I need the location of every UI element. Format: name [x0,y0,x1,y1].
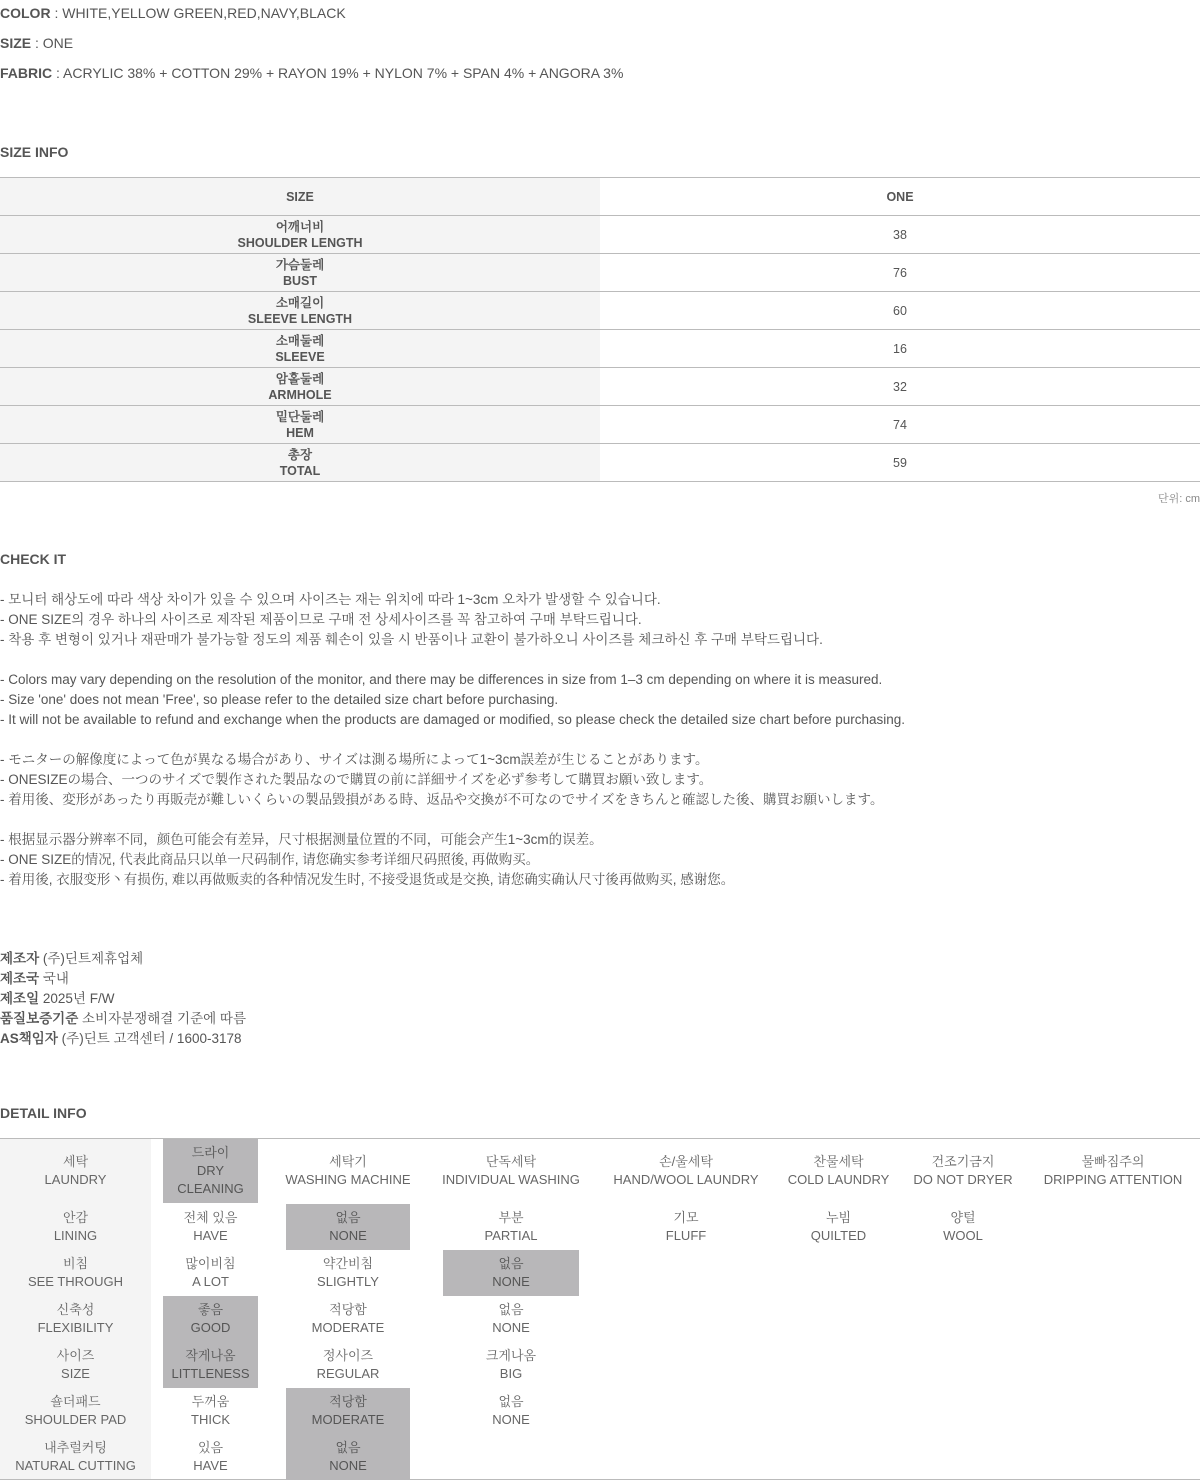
option-label-en: BIG [499,1366,523,1381]
measure-label-en: SHOULDER LENGTH [237,235,363,250]
option-label-en: SEE THROUGH [27,1274,124,1289]
detail-option [443,1204,579,1250]
maker-label: AS책임자 [0,1031,58,1046]
detail-option-selected [286,1388,410,1434]
option-label-ko: 손/울세탁 [659,1154,713,1169]
size-info-heading: SIZE INFO [0,144,69,160]
maker-row [0,989,246,1009]
maker-value: (주)딘트제휴업체 [42,951,144,966]
detail-option [286,1296,410,1342]
maker-info [0,949,246,1049]
detail-option [443,1296,579,1342]
measure-label-en: BUST [282,273,318,288]
option-label-en: FLEXIBILITY [37,1320,114,1335]
detail-option [163,1434,258,1480]
size-table-header [0,178,1200,216]
check-it-heading: CHECK IT [0,551,67,567]
option-label-en: DRIPPING ATTENTION [1043,1172,1183,1187]
option-label-en: COLD LAUNDRY [787,1172,890,1187]
detail-option [780,1139,897,1203]
spec-size: SIZE : ONE [0,35,74,51]
table-row [0,406,1200,444]
option-label-en: DO NOT DRYER [913,1172,1013,1187]
option-label-ko: 적당함 [329,1302,367,1317]
detail-row-label [0,1296,151,1342]
detail-option-selected [163,1296,258,1342]
option-label-en: LITTLENESS [171,1366,250,1381]
detail-option [443,1342,579,1388]
measure-value: 76 [600,254,1200,292]
measure-label-en: HEM [286,425,314,440]
option-label-en: GOOD [190,1320,231,1335]
detail-option-selected [286,1434,410,1480]
note-line: - 着用後、変形があったり再販売が難しいくらいの製品毀損がある時、返品や交換が不可なのでサイズをきちんと確認した後、購買お願いします。 [0,792,884,807]
option-label-en: MODERATE [311,1412,385,1427]
measure-label [0,368,600,406]
maker-value: (주)딘트 고객센터 / 1600-3178 [61,1031,242,1046]
measure-label [0,444,600,482]
measure-value: 74 [600,406,1200,444]
maker-value: 국내 [42,971,69,986]
note-line: - ONE SIZE的情况, 代表此商品只以单一尺码制作, 请您确实参考详细尺码照後, 再做购买。 [0,852,540,867]
option-label-ko: 양털 [950,1210,976,1225]
note-line: - 着用後, 衣服变形丶有损伤, 难以再做贩卖的各种情况发生时, 不接受退货或是交换, 请您确实确认尺寸後再做购买, 感谢您。 [0,872,735,887]
maker-value: 2025년 F/W [42,991,115,1006]
option-label-en: QUILTED [810,1228,867,1243]
measure-value: 38 [600,216,1200,254]
detail-grid [0,1138,1200,1480]
detail-row-label [0,1342,151,1388]
detail-info-heading: DETAIL INFO [0,1105,87,1121]
measure-label-ko: 어깨너비 [275,219,325,234]
measure-label-ko: 밑단둘레 [275,409,325,424]
option-label-en: INDIVIDUAL WASHING [442,1172,580,1187]
spec-fabric-value: ACRYLIC 38% + COTTON 29% + RAYON 19% + NYLON 7% + SPAN 4% + ANGORA 3% [63,65,624,81]
note-line: - It will not be available to refund and exchange when the products are damaged or modified, so please check the detailed size chart before purchasing. [0,712,906,727]
option-label-en: PARTIAL [484,1228,538,1243]
measure-label-ko: 소매길이 [275,295,325,310]
option-label-en: SIZE [61,1366,90,1381]
note-line: - 根据显示器分辨率不同，颜色可能会有差异，尺寸根据测量位置的不同，可能会产生1~3cm的误差。 [0,832,603,847]
table-row [0,368,1200,406]
detail-option [906,1139,1020,1203]
option-label-en: NONE [492,1274,530,1289]
table-row [0,444,1200,482]
maker-value: 소비자분쟁해결 기준에 따름 [82,1011,247,1026]
measure-value: 59 [600,444,1200,482]
detail-row-label [0,1204,151,1250]
option-label-ko: 정사이즈 [322,1348,374,1363]
measure-label-ko: 가슴둘레 [275,257,325,272]
option-label-en: CLEANING [177,1181,244,1196]
detail-row-label [0,1139,151,1203]
detail-row-label [0,1250,151,1296]
table-row [0,254,1200,292]
note-line: - ONE SIZE의 경우 하나의 사이즈로 제작된 제품이므로 구매 전 상세사이즈를 꼭 참고하여 구매 부탁드립니다. [0,612,642,627]
option-label-en: THICK [191,1412,230,1427]
option-label-ko: 내추럴커팅 [44,1440,107,1455]
detail-option [600,1204,772,1250]
option-label-ko: 없음 [498,1302,524,1317]
measure-label [0,406,600,444]
measure-label-ko: 총장 [287,447,313,462]
option-label-ko: 세탁기 [329,1154,367,1169]
maker-row [0,1029,246,1049]
option-label-ko: 신축성 [56,1302,95,1317]
detail-option [600,1139,772,1203]
option-label-ko: 안감 [62,1210,89,1225]
option-label-ko: 사이즈 [56,1348,95,1363]
detail-option [1026,1139,1200,1203]
table-row [0,216,1200,254]
notes-korean [0,590,905,650]
option-label-ko: 작게나옴 [185,1348,236,1363]
notes-chinese [0,830,905,890]
measure-label-ko: 암홀둘레 [275,371,325,386]
detail-option [163,1250,258,1296]
measure-value: 32 [600,368,1200,406]
option-label-ko: 건조기금지 [931,1154,995,1169]
option-label-en: MODERATE [311,1320,385,1335]
option-label-ko: 세탁 [62,1154,89,1169]
detail-option-selected [163,1139,258,1203]
notes-english [0,670,905,730]
detail-option [780,1204,897,1250]
option-label-ko: 전체 있음 [183,1210,238,1225]
option-label-en: FLUFF [665,1228,707,1243]
note-line: - Colors may vary depending on the resolution of the monitor, and there may be differences in size from 1–3 cm depending on where it is measured. [0,672,883,687]
option-label-en: NONE [492,1412,530,1427]
option-label-ko: 드라이 [191,1145,230,1160]
option-label-en: HAVE [193,1458,228,1473]
detail-option [286,1139,410,1203]
detail-option-selected [163,1342,258,1388]
note-line: - Size 'one' does not mean 'Free', so please refer to the detailed size chart before purchasing. [0,692,559,707]
check-it-notes [0,590,905,910]
option-label-ko: 물빠짐주의 [1081,1154,1145,1169]
detail-option-selected [286,1204,410,1250]
detail-option [286,1342,410,1388]
option-label-en: HAND/WOOL LAUNDRY [613,1172,759,1187]
size-header-label: SIZE [0,178,600,216]
option-label-ko: 부분 [498,1210,524,1225]
detail-row-label [0,1434,151,1480]
measure-label [0,330,600,368]
option-label-ko: 숄더패드 [50,1394,101,1409]
spec-size-value: ONE [42,35,74,51]
option-label-en: LAUNDRY [44,1172,107,1187]
option-label-en: WASHING MACHINE [285,1172,411,1187]
table-row [0,330,1200,368]
note-line: - モニターの解像度によって色が異なる場合があり、サイズは測る場所によって1~3cm誤差が生じることがあります。 [0,752,709,767]
maker-row [0,969,246,989]
size-header-value: ONE [600,178,1200,216]
option-label-ko: 없음 [335,1210,361,1225]
notes-japanese [0,750,905,810]
detail-option [163,1204,258,1250]
option-label-en: NATURAL CUTTING [15,1458,136,1473]
option-label-ko: 없음 [335,1440,361,1455]
option-label-en: SHOULDER PAD [24,1412,127,1427]
size-table [0,177,1200,482]
option-label-ko: 기모 [673,1210,699,1225]
detail-row-label [0,1388,151,1434]
option-label-en: NONE [492,1320,530,1335]
option-label-ko: 누빔 [825,1210,852,1225]
spec-fabric: FABRIC : ACRYLIC 38% + COTTON 29% + RAYON 19% + NYLON 7% + SPAN 4% + ANGORA 3% [0,65,624,81]
option-label-ko: 있음 [197,1440,224,1455]
option-label-ko: 적당함 [329,1394,367,1409]
spec-size-label: SIZE [0,35,32,51]
measure-label [0,216,600,254]
spec-color-label: COLOR [0,5,51,21]
option-label-ko: 없음 [498,1394,524,1409]
option-label-en: NONE [329,1458,367,1473]
measure-value: 16 [600,330,1200,368]
maker-row [0,949,246,969]
option-label-ko: 약간비침 [322,1256,374,1271]
note-line: - ONESIZEの場合、一つのサイズで製作された製品なので購買の前に詳細サイズを必ず参考して購買お願い致します。 [0,772,713,787]
maker-label: 제조일 [0,991,40,1006]
option-label-en: WOOL [943,1228,983,1243]
measure-label-en: TOTAL [279,463,321,478]
spec-fabric-label: FABRIC [0,65,53,81]
option-label-en: REGULAR [316,1366,380,1381]
option-label-ko: 찬물세탁 [813,1154,864,1169]
detail-option-selected [443,1250,579,1296]
table-row [0,292,1200,330]
option-label-ko: 크게나옴 [485,1348,537,1363]
measure-value: 60 [600,292,1200,330]
spec-color-value: WHITE,YELLOW GREEN,RED,NAVY,BLACK [62,5,346,21]
option-label-en: NONE [329,1228,367,1243]
option-label-en: HAVE [193,1228,228,1243]
measure-label-en: ARMHOLE [268,387,332,402]
measure-label [0,254,600,292]
option-label-en: SLIGHTLY [317,1274,379,1289]
option-label-ko: 두꺼움 [191,1394,230,1409]
option-label-ko: 없음 [498,1256,524,1271]
measure-label-en: SLEEVE [275,349,325,364]
option-label-en: A LOT [192,1274,229,1289]
option-label-ko: 좋음 [197,1302,224,1317]
option-label-ko: 비침 [62,1256,89,1271]
option-label-ko: 단독세탁 [485,1154,537,1169]
detail-option [163,1388,258,1434]
detail-option [443,1388,579,1434]
spec-color: COLOR : WHITE,YELLOW GREEN,RED,NAVY,BLACK [0,5,346,21]
note-line: - 모니터 해상도에 따라 색상 차이가 있을 수 있으며 사이즈는 재는 위치에 따라 1~3cm 오차가 발생할 수 있습니다. [0,592,661,607]
maker-label: 제조국 [0,971,40,986]
detail-option [443,1139,579,1203]
maker-label: 제조자 [0,951,40,966]
option-label-en: LINING [53,1228,98,1243]
detail-option [906,1204,1020,1250]
maker-label: 품질보증기준 [0,1011,79,1026]
detail-option [286,1250,410,1296]
measure-label-en: SLEEVE LENGTH [247,311,353,326]
measure-label-ko: 소매둘레 [275,333,325,348]
option-label-en: DRY [196,1163,225,1178]
option-label-ko: 많이비침 [185,1256,236,1271]
measure-label [0,292,600,330]
note-line: - 착용 후 변형이 있거나 재판매가 불가능할 정도의 제품 훼손이 있을 시 반품이나 교환이 불가하오니 사이즈를 체크하신 후 구매 부탁드립니다. [0,632,823,647]
unit-note: 단위: cm [1157,493,1200,505]
maker-row [0,1009,246,1029]
